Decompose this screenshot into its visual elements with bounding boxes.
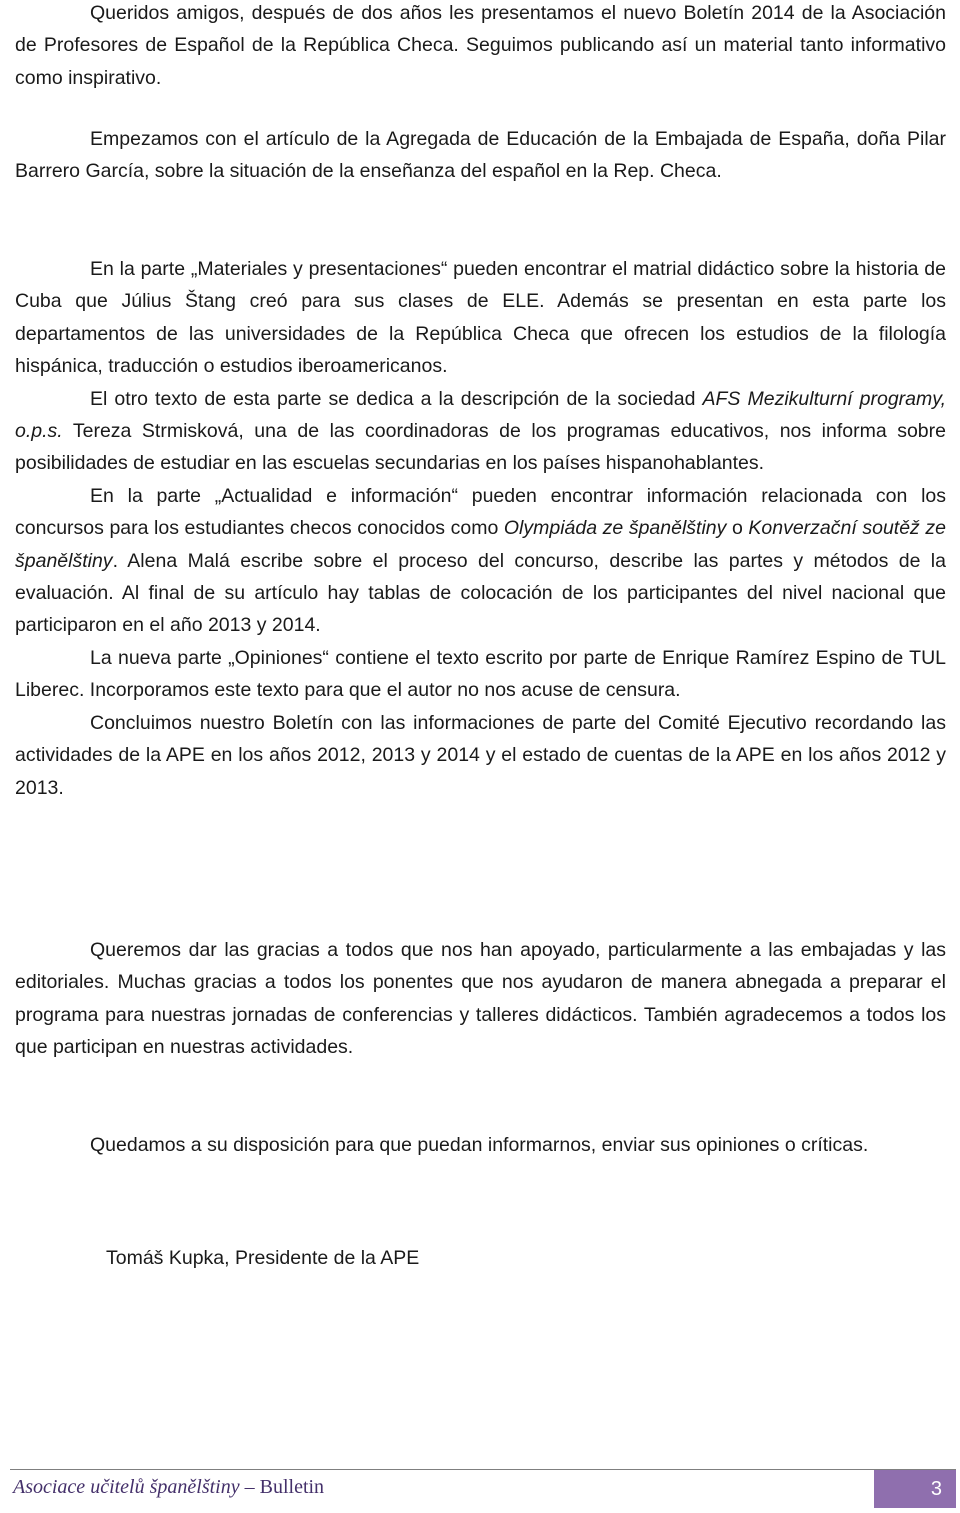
actualidad-post: . Alena Malá escribe sobre el proceso del concurso, describe las partes y métodos de la evaluación. Al final de su artículo hay tablas de colocación de los participantes del nivel nacional que participaron en el año 2013 y 2014.	[15, 549, 946, 637]
footer-title-rest: Bulletin	[259, 1476, 325, 1498]
konverzacni-name: Konverzační soutěž ze španělštiny	[15, 517, 946, 572]
paragraph-closing: Quedamos a su disposición para que puedan informarnos, enviar sus opiniones o críticas.	[90, 1134, 869, 1156]
block-2	[15, 123, 946, 188]
page-footer	[0, 1468, 960, 1510]
actualidad-pre: En la parte „Actualidad e información“ pueden encontrar información relacionada con los concursos para los estudiantes checos conocidos como	[15, 484, 946, 540]
afs-text-post: Tereza Strmisková, una de las coordinadoras de los programas educativos, nos informa sobre posibilidades de estudiar en las escuelas secundarias en los países hispanohablantes.	[15, 420, 946, 475]
block-3	[15, 253, 946, 804]
olympiada-name: Olympiáda ze španělštiny	[503, 517, 727, 540]
paragraph-actualidad	[15, 480, 946, 642]
paragraph-materials: En la parte „Materiales y presentaciones“ pueden encontrar el matrial didáctico sobre la historia de Cuba que Július Štang creó para sus clases de ELE. Además se presentan en esta parte los departamentos de las universidades de la República Checa que ofrecen los estudios de la filología hispánica, traducción o estudios iberoamericanos.	[15, 258, 946, 378]
footer-title	[13, 1476, 324, 1499]
paragraph-afs	[15, 383, 946, 480]
intro-block	[15, 0, 946, 94]
paragraph-comite: Concluimos nuestro Boletín con las informaciones de parte del Comité Ejecutivo recordando las actividades de la APE en los años 2012, 2013 y 2014 y el estado de cuentas de la APE en los años 2012 y 2013.	[15, 711, 946, 799]
afs-text-pre: El otro texto de esta parte se dedica a la descripción de la sociedad	[90, 387, 703, 410]
afs-name: AFS Mezikulturní programy, o.p.s.	[15, 387, 946, 443]
paragraph-greeting: Queridos amigos, después de dos años les presentamos el nuevo Boletín 2014 de la Asociación de Profesores de Español de la República Checa. Seguimos publicando así un material tanto informativo como inspirativo.	[15, 2, 946, 89]
footer-title-sep: –	[239, 1476, 260, 1498]
page-number: 3	[874, 1470, 956, 1508]
paragraph-opiniones: La nueva parte „Opiniones“ contiene el texto escrito por parte de Enrique Ramírez Espino de TUL Liberec. Incorporamos este texto para que el autor no nos acuse de censura.	[15, 646, 946, 702]
block-thanks	[15, 934, 946, 1064]
paragraph-thanks: Queremos dar las gracias a todos que nos han apoyado, particularmente a las embajadas y las editoriales. Muchas gracias a todos los ponentes que nos ayudaron de manera abnegada a preparar el programa para nuestras jornadas de conferencias y talleres didácticos. También agradecemos a todos los que participan en nuestras actividades.	[15, 939, 946, 1059]
signature: Tomáš Kupka, Presidente de la APE	[106, 1247, 420, 1269]
actualidad-mid: o	[726, 517, 749, 540]
footer-divider	[10, 1469, 956, 1470]
block-closing	[15, 1129, 946, 1161]
paragraph-article-intro: Empezamos con el artículo de la Agregada de Educación de la Embajada de España, doña Pilar Barrero García, sobre la situación de la enseñanza del español en la Rep. Checa.	[15, 128, 946, 183]
footer-title-italic: Asociace učitelů španělštiny	[13, 1476, 240, 1498]
